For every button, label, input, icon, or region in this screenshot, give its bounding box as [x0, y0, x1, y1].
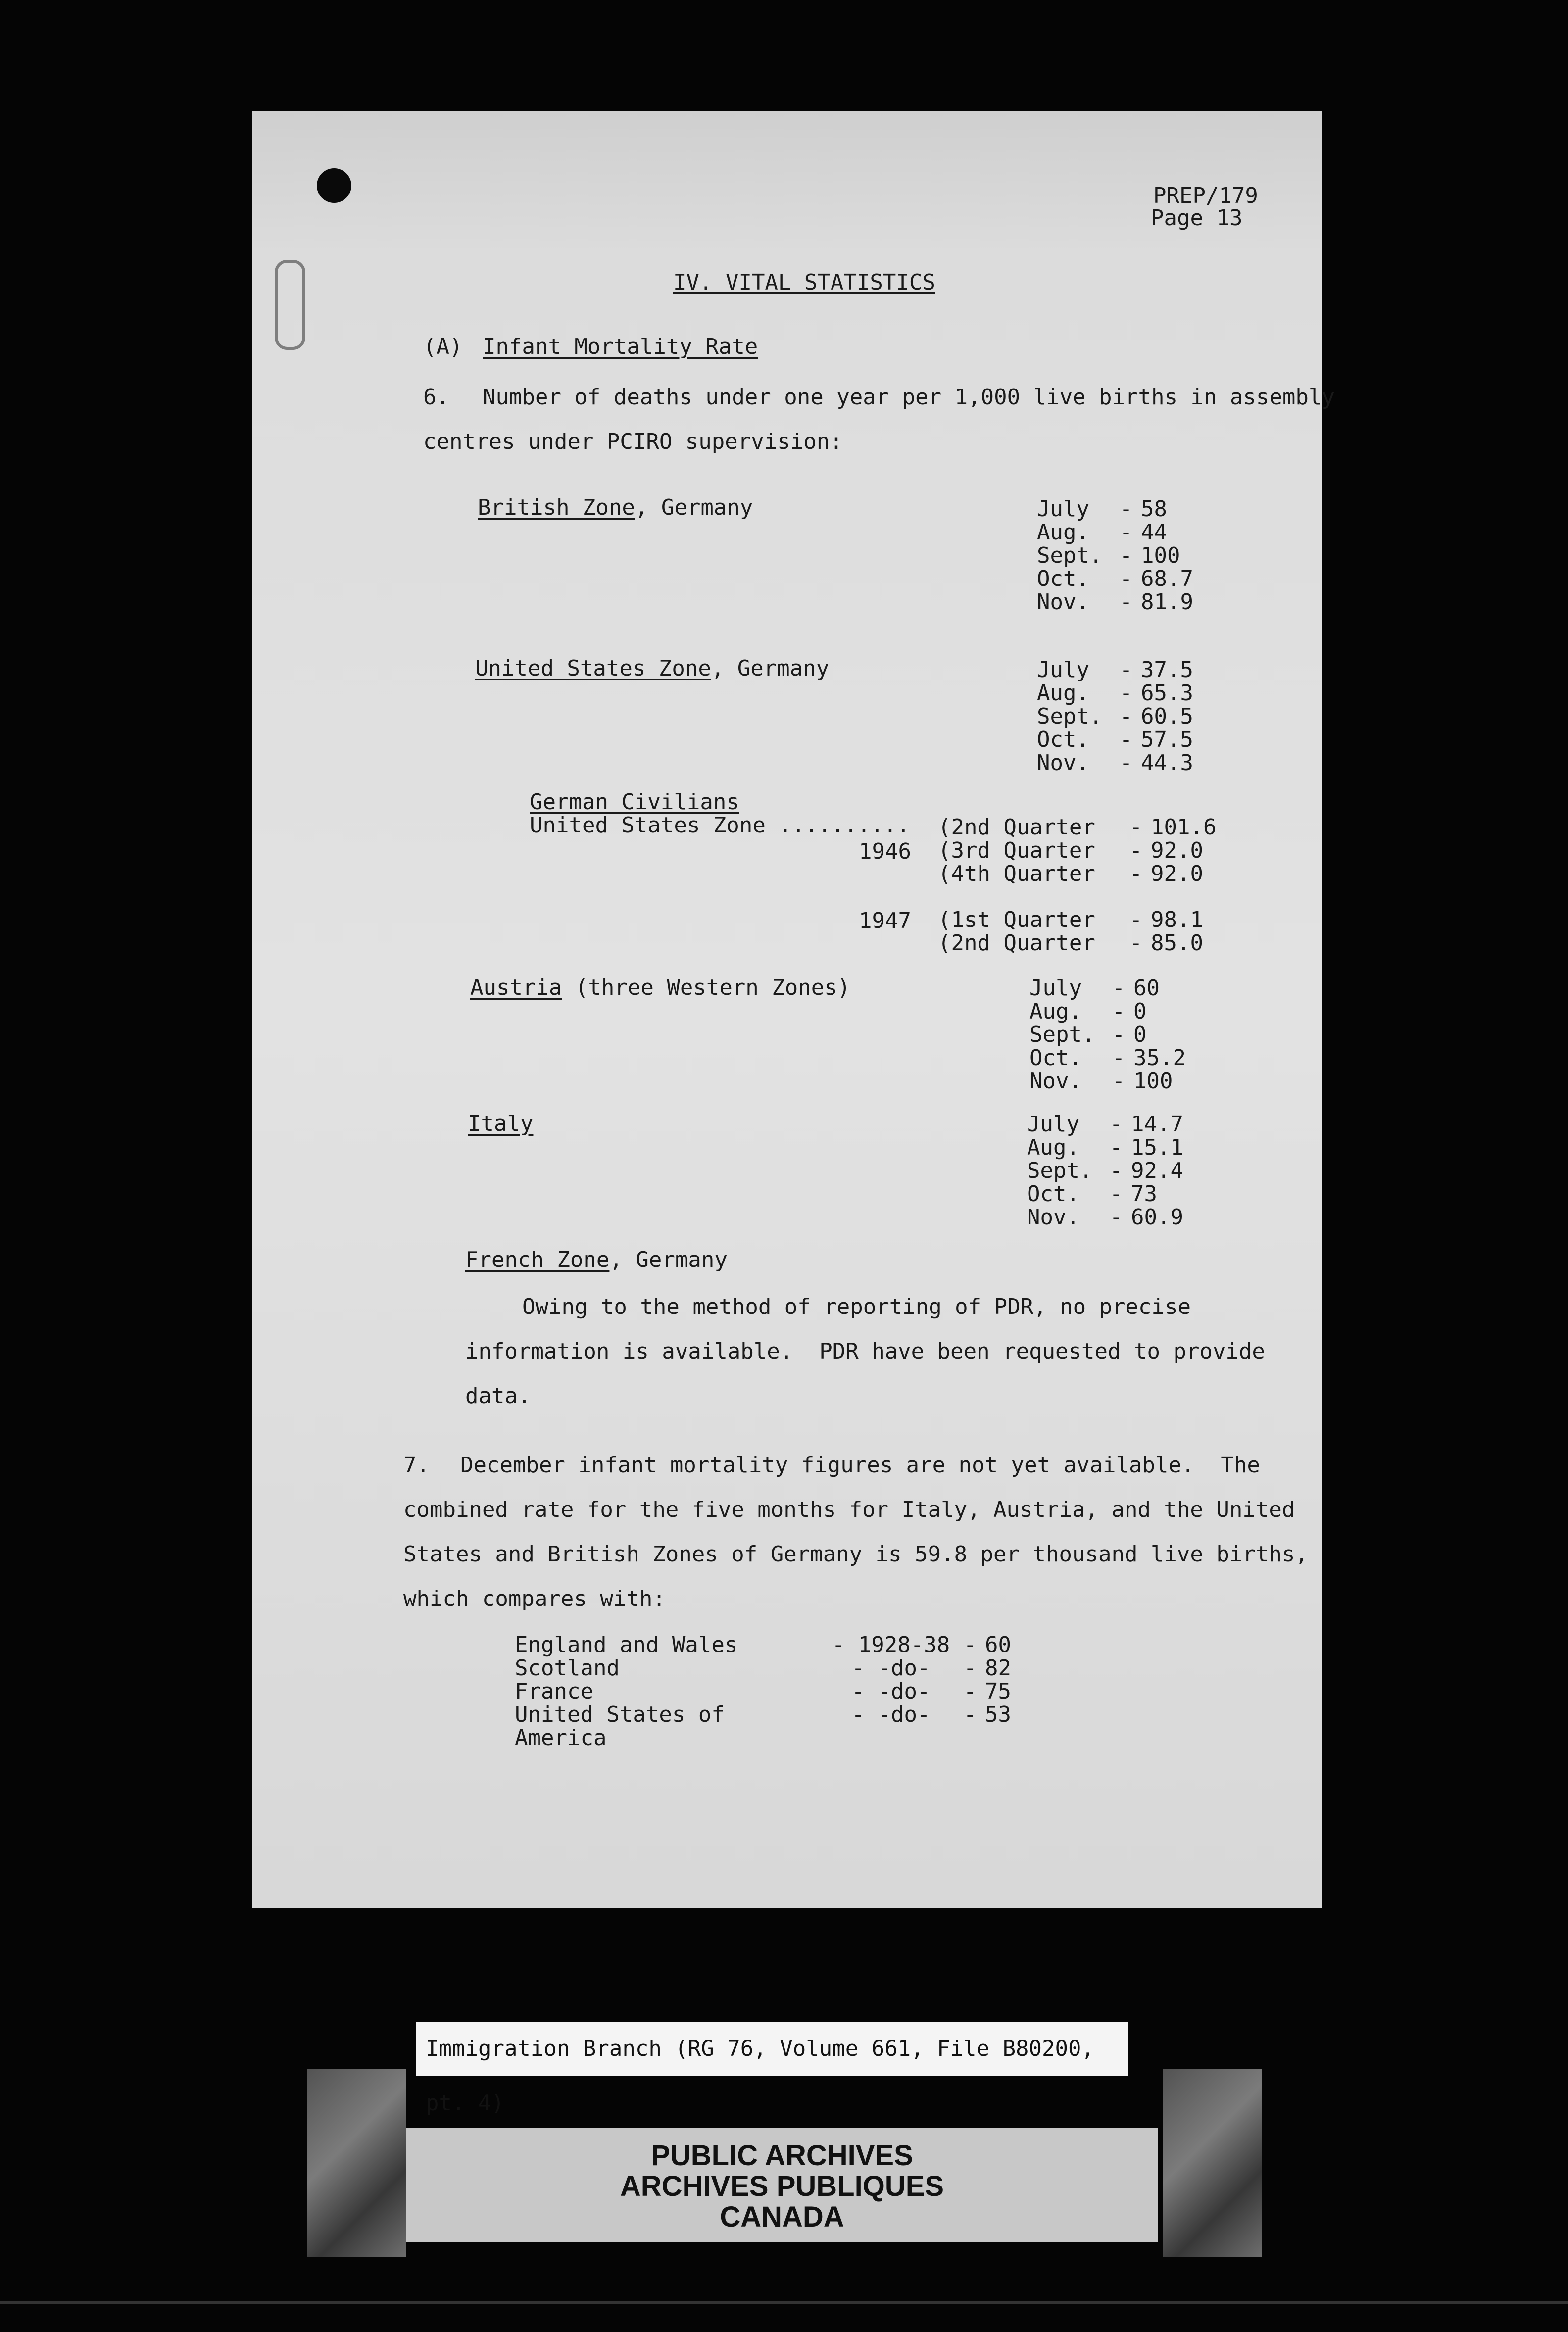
zone-suffix: , Germany [609, 1247, 728, 1272]
zone-heading [475, 656, 829, 681]
archive-stamp [406, 2128, 1158, 2242]
paragraph-text: Owing to the method of reporting of PDR, no precise [522, 1294, 1191, 1319]
rate-row: Oct. - 35.2 [1029, 1045, 1186, 1070]
austria-rates [1029, 976, 1208, 1093]
zone-name: British Zone [478, 495, 635, 520]
rate-row: Oct. - 73 [1027, 1181, 1157, 1207]
quarter-row: (2nd Quarter - 101.6 [938, 815, 1217, 840]
zone-suffix: , Germany [711, 656, 830, 681]
rate-row: July - 14.7 [1027, 1112, 1183, 1137]
film-edge [0, 2301, 1568, 2304]
tape-right [1163, 2069, 1262, 2257]
archive-label: Immigration Branch (RG 76, Volume 661, File B80200, pt. 4) [416, 2022, 1128, 2076]
rate-row: July - 60 [1029, 975, 1160, 1001]
paragraph-number: 6. [423, 385, 449, 410]
document-page [252, 111, 1335, 1908]
comparison-table [515, 1632, 1034, 1750]
paragraph-text: December infant mortality figures are not yet available. The [460, 1453, 1260, 1478]
zone-name: French Zone [465, 1247, 610, 1272]
italy-heading: Italy [468, 1111, 534, 1136]
rate-row: Sept. - 100 [1037, 543, 1180, 568]
section-title: IV. VITAL STATISTICS [673, 270, 935, 295]
zone-suffix: (three Western Zones) [562, 975, 851, 1000]
rate-row: Nov. - 44.3 [1037, 750, 1193, 776]
paragraph-text: centres under PCIRO supervision: [423, 429, 843, 454]
rate-row: Nov. - 81.9 [1037, 589, 1193, 615]
rate-row: Aug. - 15.1 [1027, 1135, 1183, 1160]
paragraph-text: data. [465, 1383, 531, 1409]
british-zone-rates [1037, 497, 1215, 614]
page-number: Page 13 [1151, 205, 1243, 231]
zone-name: Austria [470, 975, 562, 1000]
civilians-heading: German Civilians [530, 789, 739, 815]
quarterly-rates-1946 [938, 816, 1216, 885]
quarter-row: (2nd Quarter - 85.0 [938, 930, 1203, 956]
rate-row: Aug. - 0 [1029, 999, 1147, 1024]
paragraph-text: combined rate for the five months for Italy, Austria, and the United [403, 1497, 1295, 1522]
zone-heading [470, 975, 850, 1000]
zone-heading [465, 1247, 728, 1272]
rate-row: Nov. - 60.9 [1027, 1205, 1183, 1230]
year-1947: 1947 [859, 908, 911, 933]
paragraph-text: which compares with: [403, 1586, 666, 1611]
rate-row: Aug. - 44 [1037, 520, 1167, 545]
rate-row: Oct. - 57.5 [1037, 727, 1193, 752]
quarterly-rates-1947 [938, 908, 1203, 955]
rate-row: Oct. - 68.7 [1037, 566, 1193, 591]
paper-clip-mark [275, 260, 305, 350]
punch-hole [317, 168, 351, 203]
comparison-row: England and Wales - 1928-38 - 60 [515, 1632, 1011, 1657]
year-1946: 1946 [859, 839, 911, 864]
zone-suffix: , Germany [635, 495, 753, 520]
quarter-row: (1st Quarter - 98.1 [938, 907, 1203, 932]
subsection-title: Infant Mortality Rate [483, 334, 758, 359]
paragraph-number: 7. [403, 1453, 430, 1478]
zone-heading [478, 495, 753, 520]
paragraph-text: information is available. PDR have been requested to provide [465, 1339, 1265, 1364]
rate-row: July - 37.5 [1037, 657, 1193, 682]
document-reference: PREP/179 [1153, 183, 1258, 208]
rate-row: Sept. - 0 [1029, 1022, 1147, 1047]
paragraph-text: States and British Zones of Germany is 59.8 per thousand live births, [403, 1542, 1308, 1567]
comparison-row: United States of America - -do- - 53 [515, 1702, 1011, 1750]
paragraph-text: Number of deaths under one year per 1,000 live births in assembly [483, 385, 1335, 410]
quarter-row: (4th Quarter - 92.0 [938, 861, 1203, 886]
rate-row: July - 58 [1037, 496, 1167, 522]
rate-row: Aug. - 65.3 [1037, 680, 1193, 706]
zone-name: United States Zone [475, 656, 711, 681]
subsection-letter: (A) [423, 334, 463, 359]
comparison-row: France - -do- - 75 [515, 1679, 1011, 1704]
stamp-line: CANADA [720, 2201, 844, 2233]
civilians-zone: United States Zone .......... [530, 813, 910, 838]
tape-left [307, 2069, 406, 2257]
stamp-line: ARCHIVES PUBLIQUES [620, 2170, 944, 2202]
stamp-line: PUBLIC ARCHIVES [651, 2139, 913, 2172]
quarter-row: (3rd Quarter - 92.0 [938, 838, 1203, 863]
us-zone-rates [1037, 658, 1215, 775]
rate-row: Nov. - 100 [1029, 1069, 1173, 1094]
italy-rates [1027, 1113, 1205, 1229]
rate-row: Sept. - 60.5 [1037, 704, 1193, 729]
rate-row: Sept. - 92.4 [1027, 1158, 1183, 1183]
comparison-row: Scotland - -do- - 82 [515, 1655, 1011, 1681]
